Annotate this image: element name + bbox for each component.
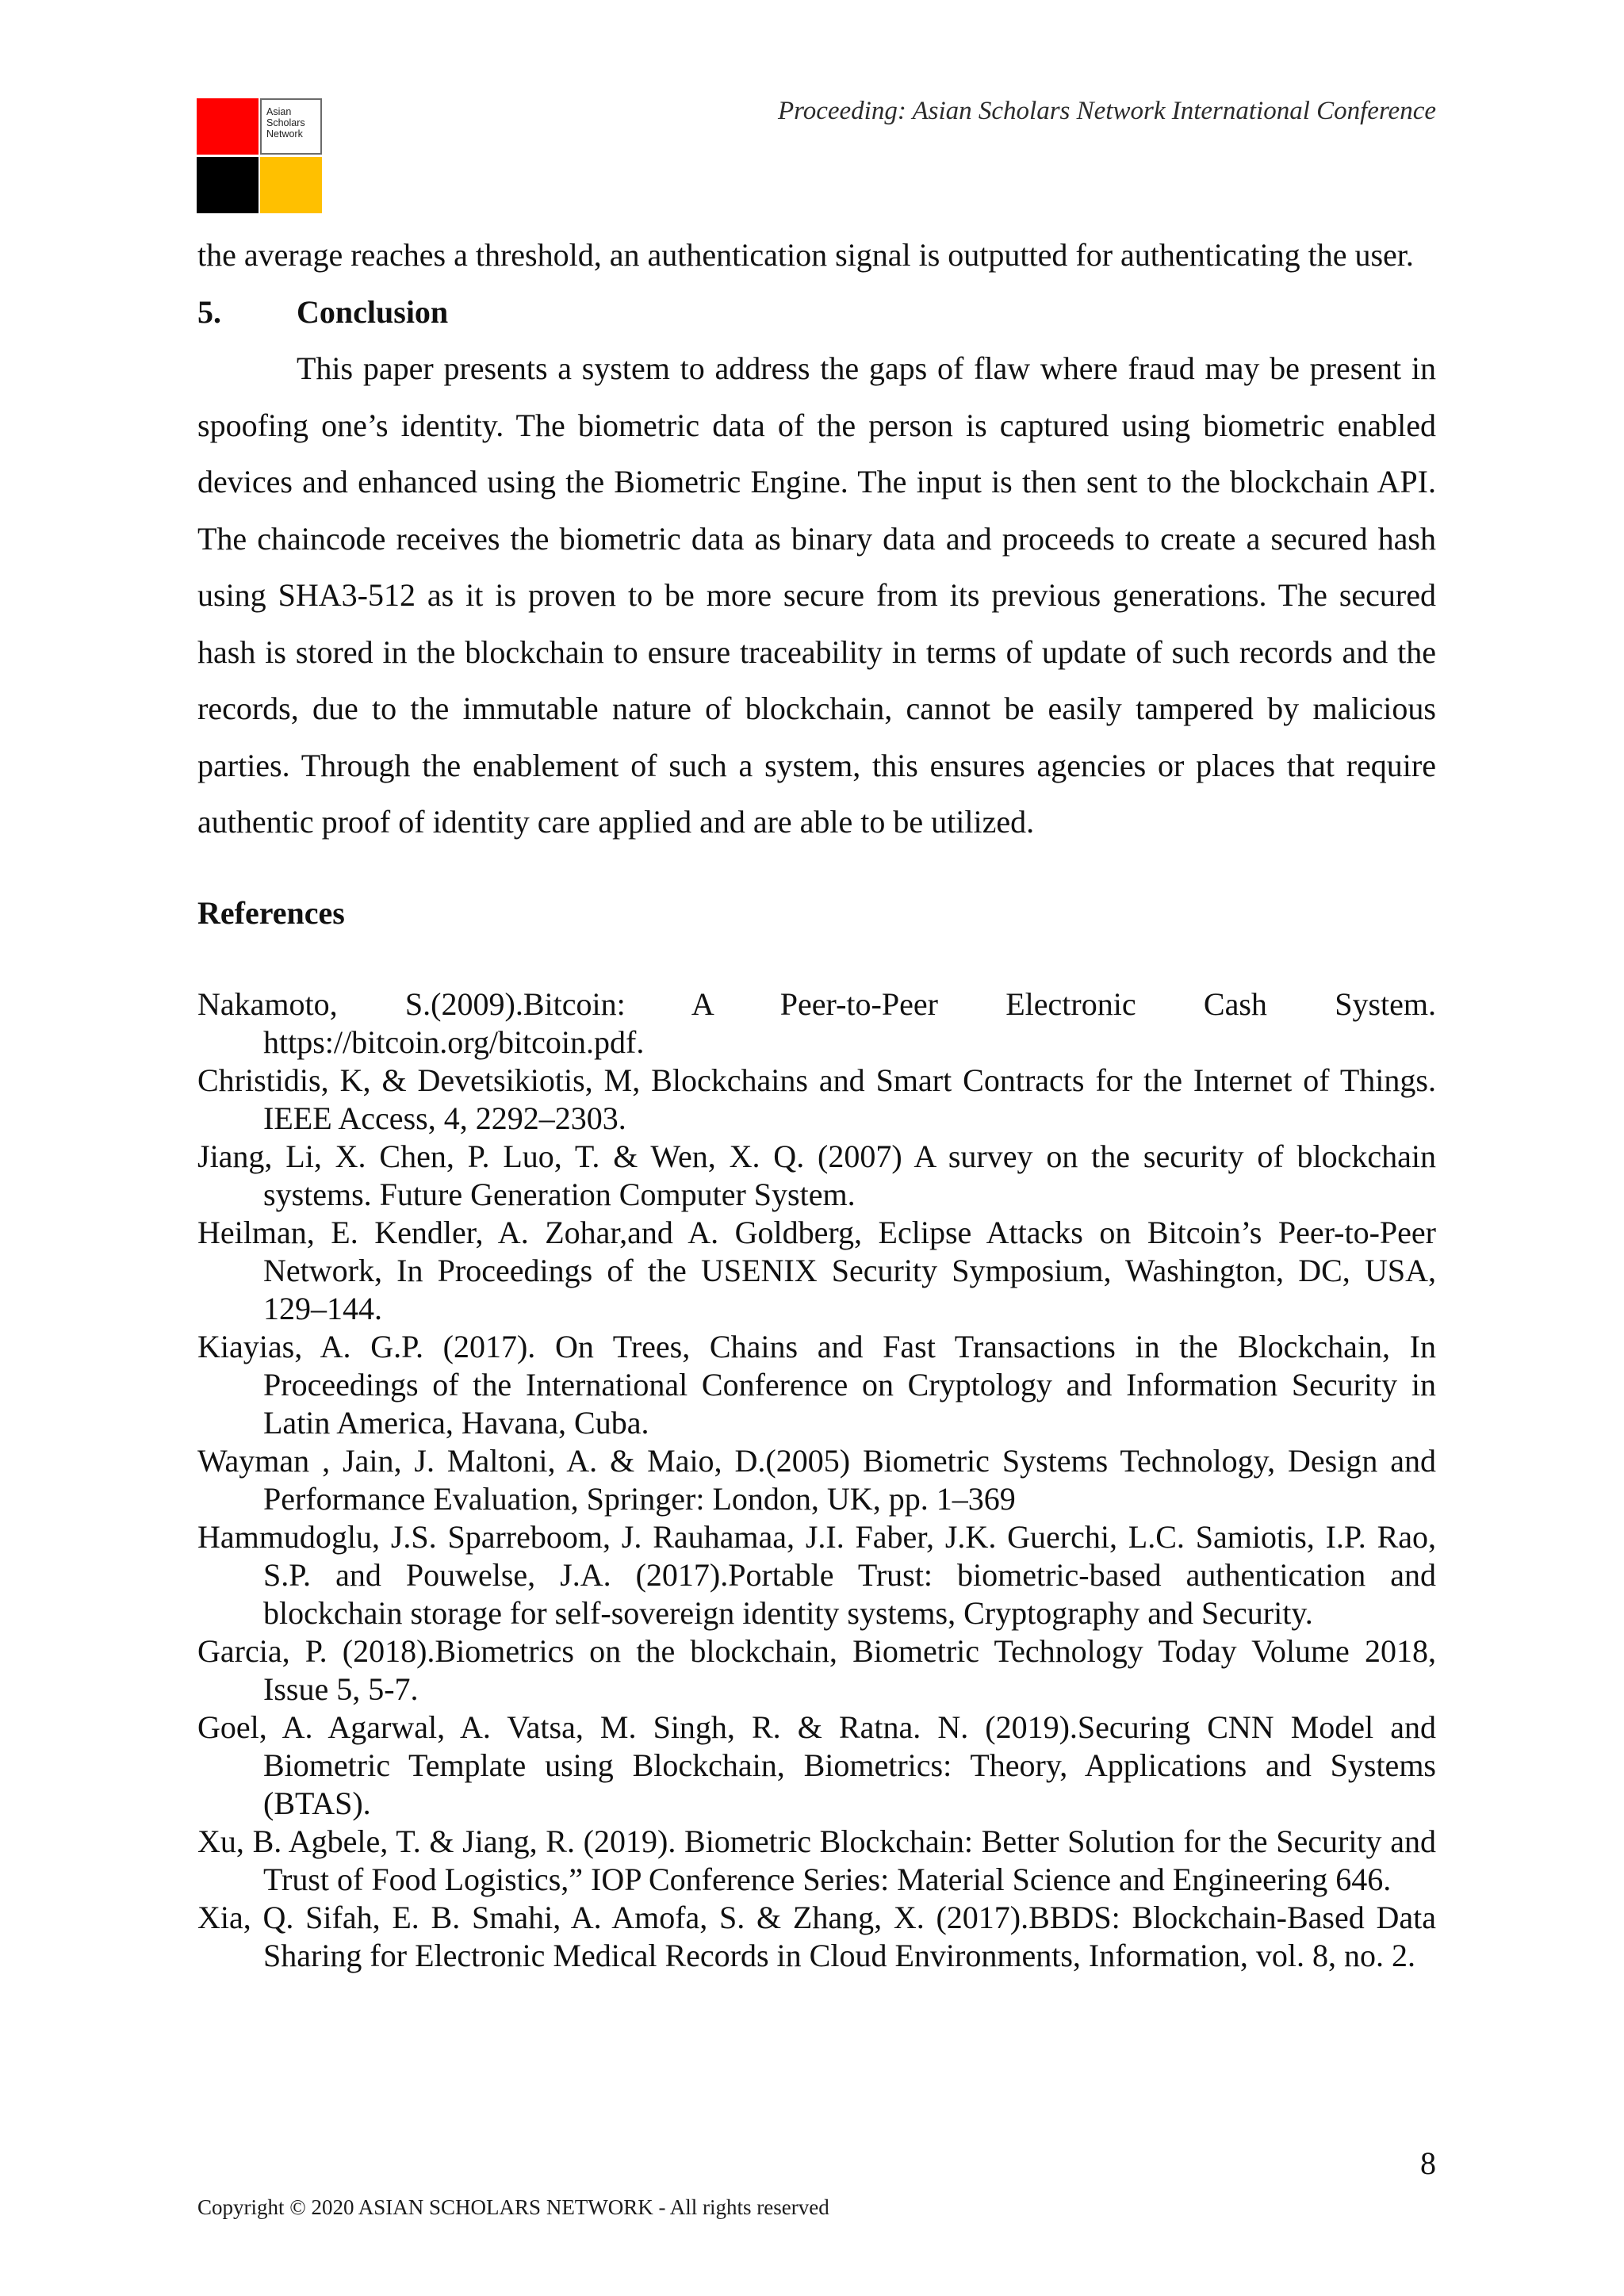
logo-text-box <box>260 98 322 155</box>
reference-item: Goel, A. Agarwal, A. Vatsa, M. Singh, R. & Ratna. N. (2019).Securing CNN Model and Biometric Template using Blockchain, Biometrics: Theory, Applications and Systems (BTAS). <box>197 1709 1436 1821</box>
logo-text-line: Network <box>266 128 303 140</box>
reference-item: Xia, Q. Sifah, E. B. Smahi, A. Amofa, S. & Zhang, X. (2017).BBDS: Blockchain-Based Data Sharing for Electronic Medical Records in Cloud Environments, Information, vol. 8, no. 2. <box>197 1899 1436 1973</box>
reference-item: Wayman , Jain, J. Maltoni, A. & Maio, D.(2005) Biometric Systems Technology, Design and Performance Evaluation, Springer: London, UK, pp. 1–369 <box>197 1442 1436 1517</box>
reference-item: Nakamoto, S.(2009).Bitcoin: A Peer-to-Peer Electronic Cash System. https://bitcoin.org/bitcoin.pdf. <box>197 985 1436 1060</box>
logo-yellow-square <box>260 157 322 213</box>
conclusion-paragraph: This paper presents a system to address the gaps of flaw where fraud may be present in spoofing one’s identity. The biometric data of the person is captured using biometric enabled devices and enhanced using the Biometric Engine. The input is then sent to the blockchain API. The chaincode receives the biometric data as binary data and proceeds to create a secured hash using SHA3-512 as it is proven to be more secure from its previous generations. The secured hash is stored in the blockchain to ensure traceability in terms of update of such records and the records, due to the immutable nature of blockchain, cannot be easily tampered by malicious parties. Through the enablement of such a system, this ensures agencies or places that require authentic proof of identity care applied and are able to be utilized. <box>197 350 1436 840</box>
publisher-logo <box>197 98 324 214</box>
intro-fragment-paragraph: the average reaches a threshold, an authentication signal is outputted for authenticating the user. <box>197 237 1414 273</box>
logo-red-square <box>197 98 259 155</box>
copyright-notice: Copyright © 2020 ASIAN SCHOLARS NETWORK - All rights reserved <box>197 2195 829 2219</box>
reference-item: Xu, B. Agbele, T. & Jiang, R. (2019). Biometric Blockchain: Better Solution for the Security and Trust of Food Logistics,” IOP Conference Series: Material Science and Engineering 646. <box>197 1823 1436 1897</box>
reference-item: Christidis, K, & Devetsikiotis, M, Blockchains and Smart Contracts for the Internet of Things. IEEE Access, 4, 2292–2303. <box>197 1062 1436 1136</box>
logo-black-square <box>197 157 259 213</box>
page-content <box>197 227 1436 1975</box>
references-heading: References <box>197 894 345 931</box>
conclusion-heading <box>197 284 1436 341</box>
section-number: 5. <box>197 293 221 330</box>
reference-item: Garcia, P. (2018).Biometrics on the blockchain, Biometric Technology Today Volume 2018, Issue 5, 5-7. <box>197 1632 1436 1707</box>
running-header: Proceeding: Asian Scholars Network International Conference <box>777 97 1436 125</box>
page-number: 8 <box>1420 2145 1436 2181</box>
reference-item: Kiayias, A. G.P. (2017). On Trees, Chains and Fast Transactions in the Blockchain, In Proceedings of the International Conference on Cryptology and Information Security in Latin America, Havana, Cuba. <box>197 1328 1436 1441</box>
logo-text-line: Scholars <box>266 117 305 128</box>
reference-item: Heilman, E. Kendler, A. Zohar,and A. Goldberg, Eclipse Attacks on Bitcoin’s Peer-to-Peer Network, In Proceedings of the USENIX Security Symposium, Washington, DC, USA, 129–144. <box>197 1214 1436 1326</box>
section-title: Conclusion <box>297 293 449 330</box>
references-list <box>197 985 1436 1975</box>
reference-item: Hammudoglu, J.S. Sparreboom, J. Rauhamaa, J.I. Faber, J.K. Guerchi, L.C. Samiotis, I.P. Rao, S.P. and Pouwelse, J.A. (2017).Portable Trust: biometric-based authentication and blockchain storage for self-sovereign identity systems, Cryptography and Security. <box>197 1518 1436 1631</box>
logo-text-line: Asian <box>266 106 292 117</box>
reference-item: Jiang, Li, X. Chen, P. Luo, T. & Wen, X. Q. (2007) A survey on the security of blockchain systems. Future Generation Computer System. <box>197 1138 1436 1212</box>
